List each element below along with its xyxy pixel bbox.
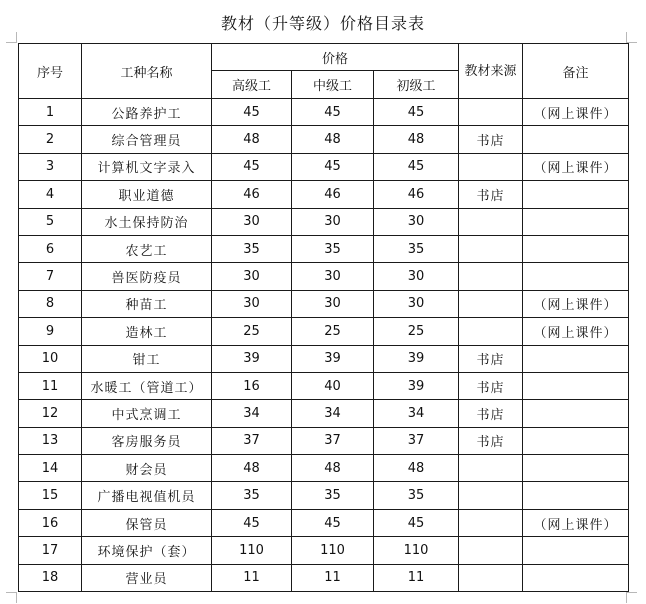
table-row xyxy=(19,263,629,290)
cell-source xyxy=(459,99,523,126)
page-corner-mark xyxy=(626,592,637,603)
header-name: 工种名称 xyxy=(82,44,212,99)
cell-note: （网上课件） xyxy=(523,153,629,180)
cell-junior: 35 xyxy=(374,235,459,262)
cell-senior: 34 xyxy=(212,400,292,427)
cell-senior: 25 xyxy=(212,318,292,345)
cell-note xyxy=(523,427,629,454)
cell-name: 保管员 xyxy=(82,509,212,536)
cell-middle: 34 xyxy=(292,400,374,427)
cell-note: （网上课件） xyxy=(523,99,629,126)
cell-seq: 6 xyxy=(19,235,82,262)
cell-name: 客房服务员 xyxy=(82,427,212,454)
cell-junior: 39 xyxy=(374,372,459,399)
cell-note xyxy=(523,126,629,153)
cell-source xyxy=(459,153,523,180)
cell-seq: 17 xyxy=(19,537,82,564)
cell-source xyxy=(459,509,523,536)
table-row xyxy=(19,482,629,509)
cell-seq: 15 xyxy=(19,482,82,509)
cell-note xyxy=(523,482,629,509)
cell-name: 综合管理员 xyxy=(82,126,212,153)
cell-seq: 3 xyxy=(19,153,82,180)
table-row xyxy=(19,99,629,126)
cell-senior: 16 xyxy=(212,372,292,399)
cell-source xyxy=(459,208,523,235)
cell-note xyxy=(523,564,629,591)
cell-name: 财会员 xyxy=(82,455,212,482)
cell-senior: 11 xyxy=(212,564,292,591)
cell-middle: 11 xyxy=(292,564,374,591)
cell-seq: 11 xyxy=(19,372,82,399)
cell-name: 兽医防疫员 xyxy=(82,263,212,290)
cell-senior: 30 xyxy=(212,208,292,235)
table-row xyxy=(19,290,629,317)
cell-source: 书店 xyxy=(459,181,523,208)
cell-name: 水暖工（管道工） xyxy=(82,372,212,399)
cell-middle: 30 xyxy=(292,290,374,317)
header-price: 价格 xyxy=(212,44,459,71)
cell-seq: 9 xyxy=(19,318,82,345)
cell-note xyxy=(523,235,629,262)
cell-middle: 46 xyxy=(292,181,374,208)
cell-source: 书店 xyxy=(459,400,523,427)
header-middle: 中级工 xyxy=(292,71,374,99)
cell-junior: 110 xyxy=(374,537,459,564)
cell-seq: 4 xyxy=(19,181,82,208)
cell-middle: 25 xyxy=(292,318,374,345)
cell-seq: 7 xyxy=(19,263,82,290)
cell-name: 水土保持防治 xyxy=(82,208,212,235)
cell-middle: 48 xyxy=(292,126,374,153)
cell-junior: 39 xyxy=(374,345,459,372)
cell-source: 书店 xyxy=(459,427,523,454)
page-corner-mark xyxy=(6,592,17,603)
cell-note: （网上课件） xyxy=(523,318,629,345)
cell-source: 书店 xyxy=(459,126,523,153)
table-row xyxy=(19,126,629,153)
cell-name: 环境保护（套） xyxy=(82,537,212,564)
cell-note xyxy=(523,263,629,290)
cell-seq: 1 xyxy=(19,99,82,126)
cell-senior: 45 xyxy=(212,99,292,126)
cell-seq: 13 xyxy=(19,427,82,454)
cell-junior: 45 xyxy=(374,153,459,180)
table-row xyxy=(19,564,629,591)
document-title: 教材（升等级）价格目录表 xyxy=(220,14,425,33)
cell-source xyxy=(459,537,523,564)
table-row xyxy=(19,427,629,454)
cell-senior: 35 xyxy=(212,235,292,262)
cell-note xyxy=(523,208,629,235)
cell-source: 书店 xyxy=(459,372,523,399)
cell-note xyxy=(523,537,629,564)
cell-note xyxy=(523,345,629,372)
cell-middle: 30 xyxy=(292,208,374,235)
price-table xyxy=(18,43,629,592)
cell-seq: 10 xyxy=(19,345,82,372)
table-row xyxy=(19,235,629,262)
cell-junior: 25 xyxy=(374,318,459,345)
cell-junior: 46 xyxy=(374,181,459,208)
cell-middle: 35 xyxy=(292,235,374,262)
cell-middle: 48 xyxy=(292,455,374,482)
header-source: 教材来源 xyxy=(459,44,523,99)
cell-name: 计算机文字录入 xyxy=(82,153,212,180)
cell-junior: 30 xyxy=(374,208,459,235)
header-seq: 序号 xyxy=(19,44,82,99)
table-row xyxy=(19,537,629,564)
cell-junior: 30 xyxy=(374,290,459,317)
cell-senior: 45 xyxy=(212,153,292,180)
table-row xyxy=(19,153,629,180)
table-row xyxy=(19,181,629,208)
cell-name: 中式烹调工 xyxy=(82,400,212,427)
cell-seq: 14 xyxy=(19,455,82,482)
cell-senior: 48 xyxy=(212,126,292,153)
cell-name: 公路养护工 xyxy=(82,99,212,126)
cell-seq: 16 xyxy=(19,509,82,536)
header-junior: 初级工 xyxy=(374,71,459,99)
table-row xyxy=(19,400,629,427)
cell-seq: 2 xyxy=(19,126,82,153)
cell-senior: 45 xyxy=(212,509,292,536)
table-row xyxy=(19,345,629,372)
cell-seq: 12 xyxy=(19,400,82,427)
cell-senior: 39 xyxy=(212,345,292,372)
cell-middle: 39 xyxy=(292,345,374,372)
cell-senior: 37 xyxy=(212,427,292,454)
cell-junior: 45 xyxy=(374,509,459,536)
cell-seq: 8 xyxy=(19,290,82,317)
cell-name: 广播电视值机员 xyxy=(82,482,212,509)
header-note: 备注 xyxy=(523,44,629,99)
cell-source xyxy=(459,290,523,317)
cell-name: 职业道德 xyxy=(82,181,212,208)
cell-senior: 35 xyxy=(212,482,292,509)
cell-senior: 30 xyxy=(212,290,292,317)
cell-senior: 48 xyxy=(212,455,292,482)
cell-source xyxy=(459,455,523,482)
cell-source xyxy=(459,235,523,262)
table-row xyxy=(19,372,629,399)
cell-middle: 45 xyxy=(292,99,374,126)
cell-note: （网上课件） xyxy=(523,509,629,536)
cell-senior: 46 xyxy=(212,181,292,208)
cell-middle: 45 xyxy=(292,153,374,180)
cell-name: 营业员 xyxy=(82,564,212,591)
cell-middle: 37 xyxy=(292,427,374,454)
table-row xyxy=(19,318,629,345)
cell-middle: 110 xyxy=(292,537,374,564)
cell-middle: 45 xyxy=(292,509,374,536)
cell-junior: 11 xyxy=(374,564,459,591)
cell-name: 造林工 xyxy=(82,318,212,345)
cell-note: （网上课件） xyxy=(523,290,629,317)
cell-senior: 110 xyxy=(212,537,292,564)
cell-middle: 40 xyxy=(292,372,374,399)
cell-name: 农艺工 xyxy=(82,235,212,262)
cell-name: 种苗工 xyxy=(82,290,212,317)
cell-junior: 48 xyxy=(374,455,459,482)
cell-note xyxy=(523,372,629,399)
table-row xyxy=(19,208,629,235)
cell-senior: 30 xyxy=(212,263,292,290)
cell-junior: 35 xyxy=(374,482,459,509)
cell-junior: 37 xyxy=(374,427,459,454)
cell-name: 钳工 xyxy=(82,345,212,372)
cell-source xyxy=(459,564,523,591)
cell-source: 书店 xyxy=(459,345,523,372)
cell-junior: 34 xyxy=(374,400,459,427)
table-row xyxy=(19,509,629,536)
cell-seq: 5 xyxy=(19,208,82,235)
cell-junior: 48 xyxy=(374,126,459,153)
cell-note xyxy=(523,181,629,208)
cell-seq: 18 xyxy=(19,564,82,591)
cell-junior: 45 xyxy=(374,99,459,126)
cell-source xyxy=(459,318,523,345)
cell-note xyxy=(523,455,629,482)
cell-source xyxy=(459,482,523,509)
cell-source xyxy=(459,263,523,290)
table-row xyxy=(19,455,629,482)
cell-middle: 35 xyxy=(292,482,374,509)
cell-junior: 30 xyxy=(374,263,459,290)
cell-middle: 30 xyxy=(292,263,374,290)
cell-note xyxy=(523,400,629,427)
header-senior: 高级工 xyxy=(212,71,292,99)
